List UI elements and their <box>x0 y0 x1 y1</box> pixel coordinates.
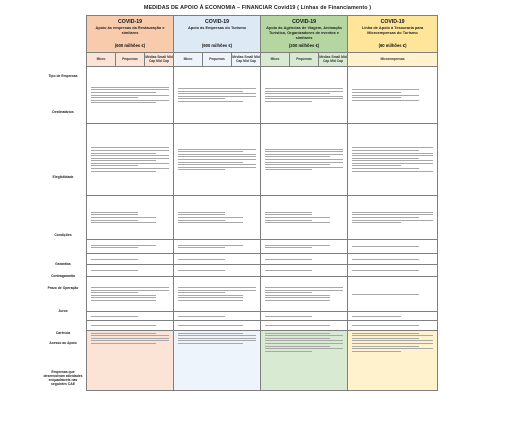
row-label-carencia: Carência <box>55 331 71 336</box>
cell-contragarantia-agencias <box>261 254 348 265</box>
cell-garantias-agencias <box>261 240 348 254</box>
cell-contragarantia-restauracao <box>87 254 174 265</box>
cell-carencia-turismo <box>174 312 261 321</box>
row-label-prazo: Prazo de Operação <box>47 285 79 290</box>
type-microempresas: Microempresas <box>348 53 438 67</box>
cell-juros-restauracao <box>87 277 174 312</box>
cell-condicoes-turismo <box>174 196 261 240</box>
column-header-agencias-viagem <box>261 16 348 53</box>
cell-juros-agencias <box>261 277 348 312</box>
column-header-restauracao <box>87 16 174 53</box>
type-pequenas: Pequenas <box>203 53 232 67</box>
column-amount: (200 milhões €) <box>288 43 320 48</box>
cell-contragarantia-micro <box>348 254 438 265</box>
cell-condicoes-restauracao <box>87 196 174 240</box>
cell-garantias-micro <box>348 240 438 254</box>
column-tag: COVID-19 <box>118 19 142 25</box>
cell-carencia-restauracao <box>87 312 174 321</box>
cell-prazo-turismo <box>174 265 261 277</box>
row-label-condicoes: Condições <box>54 232 72 237</box>
row-label-tipo-empresas: Tipo de Empresas <box>48 74 78 79</box>
column-name: Apoio às Empresas do Turismo <box>187 25 247 30</box>
cell-prazo-restauracao <box>87 265 174 277</box>
row-label-cae: Empresas que desenvolvam atividades enquadráveis nas seguintes CAE <box>43 369 83 387</box>
cell-elegibilidade-restauracao <box>87 124 174 196</box>
cell-cae-agencias <box>261 331 348 391</box>
cell-contragarantia-turismo <box>174 254 261 265</box>
cell-prazo-agencias <box>261 265 348 277</box>
row-label-elegibilidade: Elegibilidade <box>52 174 74 179</box>
cell-juros-turismo <box>174 277 261 312</box>
cell-condicoes-agencias <box>261 196 348 240</box>
cell-elegibilidade-turismo <box>174 124 261 196</box>
cell-carencia-agencias <box>261 312 348 321</box>
cell-destinatarios-restauracao <box>87 67 174 124</box>
cell-destinatarios-agencias <box>261 67 348 124</box>
cell-elegibilidade-micro <box>348 124 438 196</box>
row-label-contragarantia: Contragarantia <box>50 274 76 279</box>
cell-acesso-turismo <box>174 321 261 331</box>
cell-cae-micro <box>348 331 438 391</box>
cell-cae-turismo <box>174 331 261 391</box>
type-pequenas: Pequenas <box>116 53 145 67</box>
type-medias: Médias Small Mid Cap Mid Cap <box>232 53 261 67</box>
cell-acesso-agencias <box>261 321 348 331</box>
row-label-destinatarios: Destinatários <box>52 110 74 115</box>
cell-prazo-micro <box>348 265 438 277</box>
cell-acesso-restauracao <box>87 321 174 331</box>
column-amount: (900 milhões €) <box>201 43 233 48</box>
column-tag: COVID-19 <box>380 19 405 25</box>
type-medias: Médias Small Mid Cap Mid Cap <box>319 53 348 67</box>
cell-cae-restauracao <box>87 331 174 391</box>
column-name: Apoio às empresas da Restauração e similares <box>95 25 165 35</box>
financing-lines-table <box>86 15 438 391</box>
cell-carencia-micro <box>348 312 438 321</box>
column-amount: (600 milhões €) <box>114 43 146 48</box>
type-pequenas: Pequenas <box>290 53 319 67</box>
type-micro: Micro <box>87 53 116 67</box>
cell-juros-micro <box>348 277 438 312</box>
cell-garantias-turismo <box>174 240 261 254</box>
row-label-garantias: Garantias <box>55 261 71 266</box>
row-label-acesso: Acesso ao Apoio <box>49 340 77 345</box>
column-tag: COVID-19 <box>205 19 229 25</box>
cell-acesso-micro <box>348 321 438 331</box>
cell-elegibilidade-agencias <box>261 124 348 196</box>
column-header-turismo <box>174 16 261 53</box>
column-header-microempresas <box>348 16 438 53</box>
cell-condicoes-micro <box>348 196 438 240</box>
row-label-juros: Juros <box>58 309 68 314</box>
cell-destinatarios-turismo <box>174 67 261 124</box>
type-medias: Médias Small Mid Cap Mid Cap <box>145 53 174 67</box>
column-name: Apoio às Agências de Viagem, Animação Turística, Organizadores de eventos e similares <box>266 25 342 40</box>
cell-garantias-restauracao <box>87 240 174 254</box>
column-amount: (60 milhões €) <box>378 43 407 48</box>
type-micro: Micro <box>261 53 290 67</box>
document-title: MEDIDAS DE APOIO À ECONOMIA – FINANCIAR Covid19 ( Linhas de Financiamento ) <box>143 5 372 11</box>
cell-destinatarios-micro <box>348 67 438 124</box>
column-tag: COVID-19 <box>292 19 316 25</box>
type-micro: Micro <box>174 53 203 67</box>
column-name: Linha de Apoio à Tesouraria para Microempresas do Turismo <box>361 25 424 35</box>
